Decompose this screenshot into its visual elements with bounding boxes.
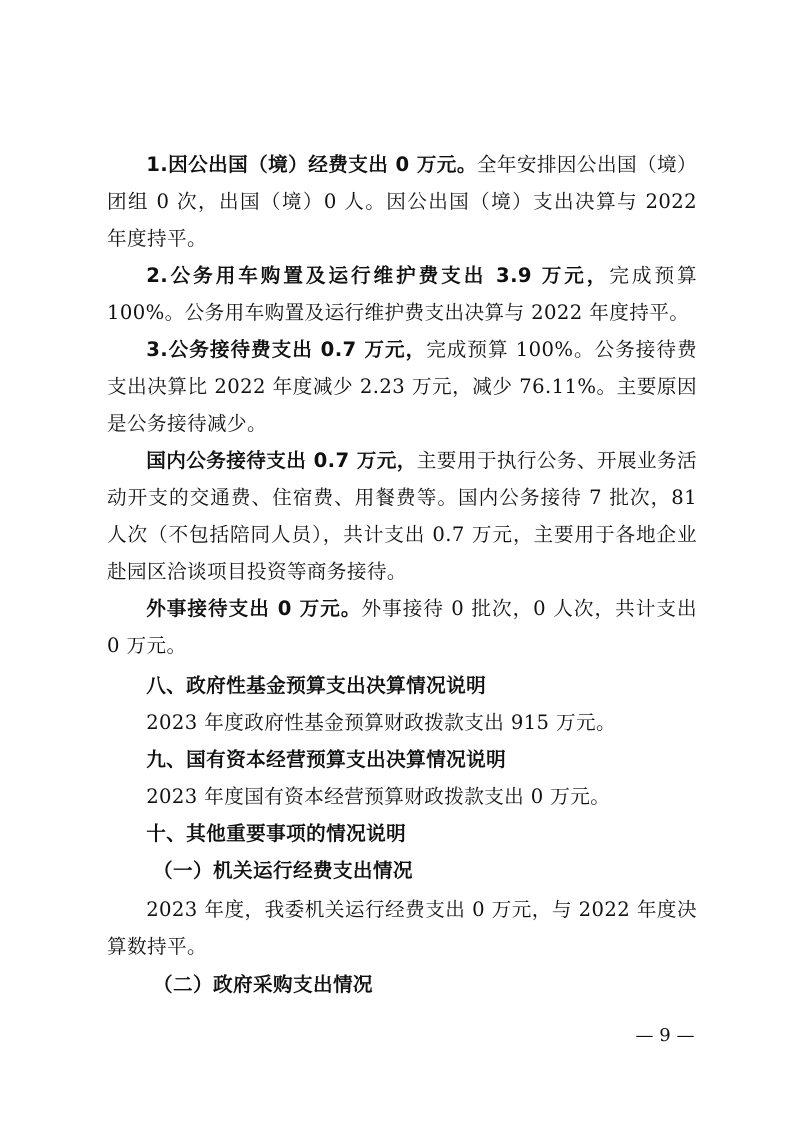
paragraph-foreign-reception — [107, 590, 697, 664]
section-body-state-capital: 2023 年度国有资本经营预算财政拨款支出 0 万元。 — [146, 785, 611, 808]
paragraph-overseas-travel — [107, 146, 697, 257]
section-heading-state-capital: 九、国有资本经营预算支出决算情况说明 — [146, 748, 507, 771]
paragraph-body: 完成预算 100%。公务用车购置及运行维护费支出决算与 2022 年度持平。 — [107, 264, 697, 324]
paragraph-reception-costs — [107, 331, 697, 442]
paragraph-lead: 国内公务接待支出 0.7 万元， — [146, 449, 417, 472]
page-number: — 9 — — [635, 1025, 695, 1046]
section-heading-other-matters: 十、其他重要事项的情况说明 — [146, 822, 407, 845]
section-heading-government-fund: 八、政府性基金预算支出决算情况说明 — [146, 674, 487, 697]
subsection-heading-operating-costs: （一）机关运行经费支出情况 — [153, 859, 413, 882]
paragraph-body: 完成预算 100%。公务接待费支出决算比 2022 年度减少 2.23 万元，减少 76.11%。主要原因是公务接待减少。 — [107, 338, 697, 435]
paragraph-vehicle-costs — [107, 257, 697, 331]
paragraph-lead: 2.公务用车购置及运行维护费支出 3.9 万元， — [146, 264, 610, 287]
subsection-heading-procurement: （二）政府采购支出情况 — [153, 973, 373, 996]
paragraph-lead: 3.公务接待费支出 0.7 万元， — [146, 338, 427, 361]
section-body-government-fund: 2023 年度政府性基金预算财政拨款支出 915 万元。 — [146, 711, 617, 734]
paragraph-lead: 外事接待支出 0 万元。 — [146, 597, 362, 620]
paragraph-domestic-reception — [107, 442, 697, 590]
paragraph-lead: 1.因公出国（境）经费支出 0 万元。 — [146, 153, 477, 176]
subsection-body-operating-costs: 2023 年度，我委机关运行经费支出 0 万元，与 2022 年度决算数持平。 — [107, 898, 697, 958]
paragraph-body: 外事接待 0 批次，0 人次，共计支出 0 万元。 — [107, 597, 698, 657]
paragraph-body: 全年安排因公出国（境）团组 0 次，出国（境）0 人。因公出国（境）支出决算与 2022 年度持平。 — [107, 153, 698, 250]
paragraph-body: 主要用于执行公务、开展业务活动开支的交通费、住宿费、用餐费等。国内公务接待 7 批次，81 人次（不包括陪同人员），共计支出 0.7 万元，主要用于各地企业赴园区洽谈项目投资等商务接待。 — [107, 449, 697, 583]
